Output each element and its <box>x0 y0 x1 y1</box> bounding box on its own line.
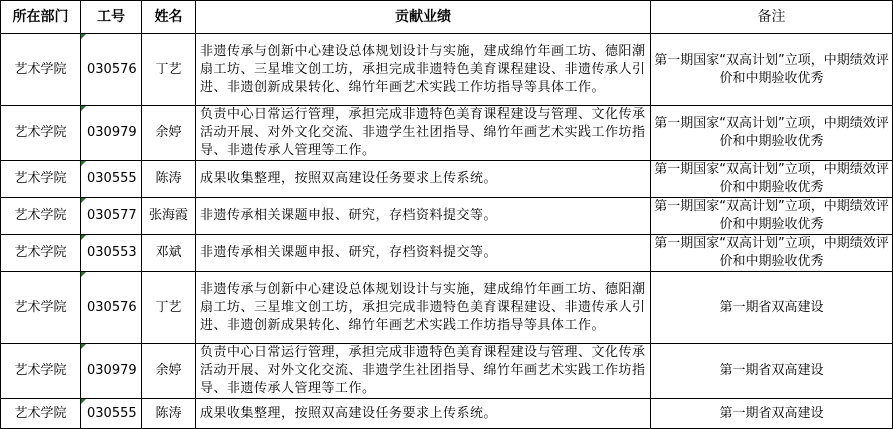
comment-marker-icon <box>81 235 86 240</box>
cell-id-text: 030979 <box>87 363 137 378</box>
header-remark[interactable]: 备注 <box>651 1 893 34</box>
cell-id[interactable] <box>81 34 142 106</box>
table-row <box>1 272 893 344</box>
cell-remark[interactable]: 第一期国家“双高计划”立项，中期绩效评价和中期验收优秀 <box>651 161 893 198</box>
cell-name[interactable]: 余婷 <box>142 106 196 161</box>
cell-remark[interactable]: 第一期国家“双高计划”立项，中期绩效评价和中期验收优秀 <box>651 34 893 106</box>
cell-contribution[interactable]: 成果收集整理，按照双高建设任务要求上传系统。 <box>196 399 651 429</box>
cell-contribution[interactable]: 非遗传承与创新中心建设总体规划设计与实施，建成绵竹年画工坊、德阳潮扇工坊、三星堆文创工坊，承担完成非遗特色美育课程建设、非遗传承人引进、非遗创新成果转化、绵竹年画艺术实践工作坊指导等具体工作。 <box>196 34 651 106</box>
cell-id-text: 030576 <box>87 299 137 315</box>
cell-name[interactable]: 陈涛 <box>142 161 196 198</box>
cell-dept[interactable]: 艺术学院 <box>1 344 81 399</box>
cell-id[interactable] <box>81 106 142 161</box>
cell-dept[interactable]: 艺术学院 <box>1 272 81 344</box>
comment-marker-icon <box>81 34 86 39</box>
cell-dept[interactable]: 艺术学院 <box>1 34 81 106</box>
cell-name[interactable]: 邓斌 <box>142 235 196 272</box>
table-row <box>1 235 893 272</box>
comment-marker-icon <box>81 198 86 203</box>
cell-id-text: 030576 <box>87 61 137 77</box>
cell-remark[interactable]: 第一期国家“双高计划”立项，中期绩效评价和中期验收优秀 <box>651 198 893 235</box>
cell-remark[interactable]: 第一期省双高建设 <box>651 272 893 344</box>
cell-id[interactable] <box>81 399 142 429</box>
table-row <box>1 106 893 161</box>
cell-dept[interactable]: 艺术学院 <box>1 161 81 198</box>
cell-id[interactable] <box>81 235 142 272</box>
cell-id-text: 030553 <box>87 245 137 260</box>
cell-dept[interactable]: 艺术学院 <box>1 198 81 235</box>
header-row <box>1 1 893 34</box>
cell-dept[interactable]: 艺术学院 <box>1 106 81 161</box>
cell-id[interactable] <box>81 161 142 198</box>
table-row <box>1 198 893 235</box>
comment-marker-icon <box>81 272 86 277</box>
cell-name[interactable]: 陈涛 <box>142 399 196 429</box>
cell-remark[interactable]: 第一期省双高建设 <box>651 344 893 399</box>
table-row <box>1 399 893 429</box>
cell-id-text: 030979 <box>87 125 137 140</box>
table-row <box>1 34 893 106</box>
cell-name[interactable]: 余婷 <box>142 344 196 399</box>
header-contribution[interactable]: 贡献业绩 <box>196 1 651 34</box>
cell-id-text: 030555 <box>87 405 137 421</box>
cell-contribution[interactable]: 非遗传承与创新中心建设总体规划设计与实施，建成绵竹年画工坊、德阳潮扇工坊、三星堆文创工坊，承担完成非遗特色美育课程建设、非遗传承人引进、非遗创新成果转化、绵竹年画艺术实践工作坊指导等具体工作。 <box>196 272 651 344</box>
cell-remark[interactable]: 第一期国家“双高计划”立项，中期绩效评价和中期验收优秀 <box>651 235 893 272</box>
cell-remark[interactable]: 第一期国家“双高计划”立项，中期绩效评价和中期验收优秀 <box>651 106 893 161</box>
comment-marker-icon <box>81 399 86 404</box>
comment-marker-icon <box>81 106 86 111</box>
cell-contribution[interactable]: 成果收集整理，按照双高建设任务要求上传系统。 <box>196 161 651 198</box>
table-row <box>1 161 893 198</box>
cell-id[interactable] <box>81 272 142 344</box>
cell-dept[interactable]: 艺术学院 <box>1 235 81 272</box>
cell-name[interactable]: 张海霞 <box>142 198 196 235</box>
cell-name[interactable]: 丁艺 <box>142 34 196 106</box>
table-row <box>1 344 893 399</box>
cell-remark[interactable]: 第一期省双高建设 <box>651 399 893 429</box>
cell-contribution[interactable]: 非遗传承相关课题申报、研究，存档资料提交等。 <box>196 235 651 272</box>
cell-id[interactable] <box>81 198 142 235</box>
cell-id[interactable] <box>81 344 142 399</box>
cell-contribution[interactable]: 非遗传承相关课题申报、研究，存档资料提交等。 <box>196 198 651 235</box>
cell-dept[interactable]: 艺术学院 <box>1 399 81 429</box>
comment-marker-icon <box>81 161 86 166</box>
cell-contribution[interactable]: 负责中心日常运行管理，承担完成非遗特色美育课程建设与管理、文化传承活动开展、对外文化交流、非遗学生社团指导、绵竹年画艺术实践工作坊指导、非遗传承人管理等工作。 <box>196 344 651 399</box>
cell-id-text: 030555 <box>87 171 137 186</box>
header-name[interactable]: 姓名 <box>142 1 196 34</box>
comment-marker-icon <box>81 344 86 349</box>
header-id[interactable]: 工号 <box>81 1 142 34</box>
cell-contribution[interactable]: 负责中心日常运行管理，承担完成非遗特色美育课程建设与管理、文化传承活动开展、对外文化交流、非遗学生社团指导、绵竹年画艺术实践工作坊指导、非遗传承人管理等工作。 <box>196 106 651 161</box>
cell-name[interactable]: 丁艺 <box>142 272 196 344</box>
header-dept[interactable]: 所在部门 <box>1 1 81 34</box>
cell-id-text: 030577 <box>87 208 137 223</box>
